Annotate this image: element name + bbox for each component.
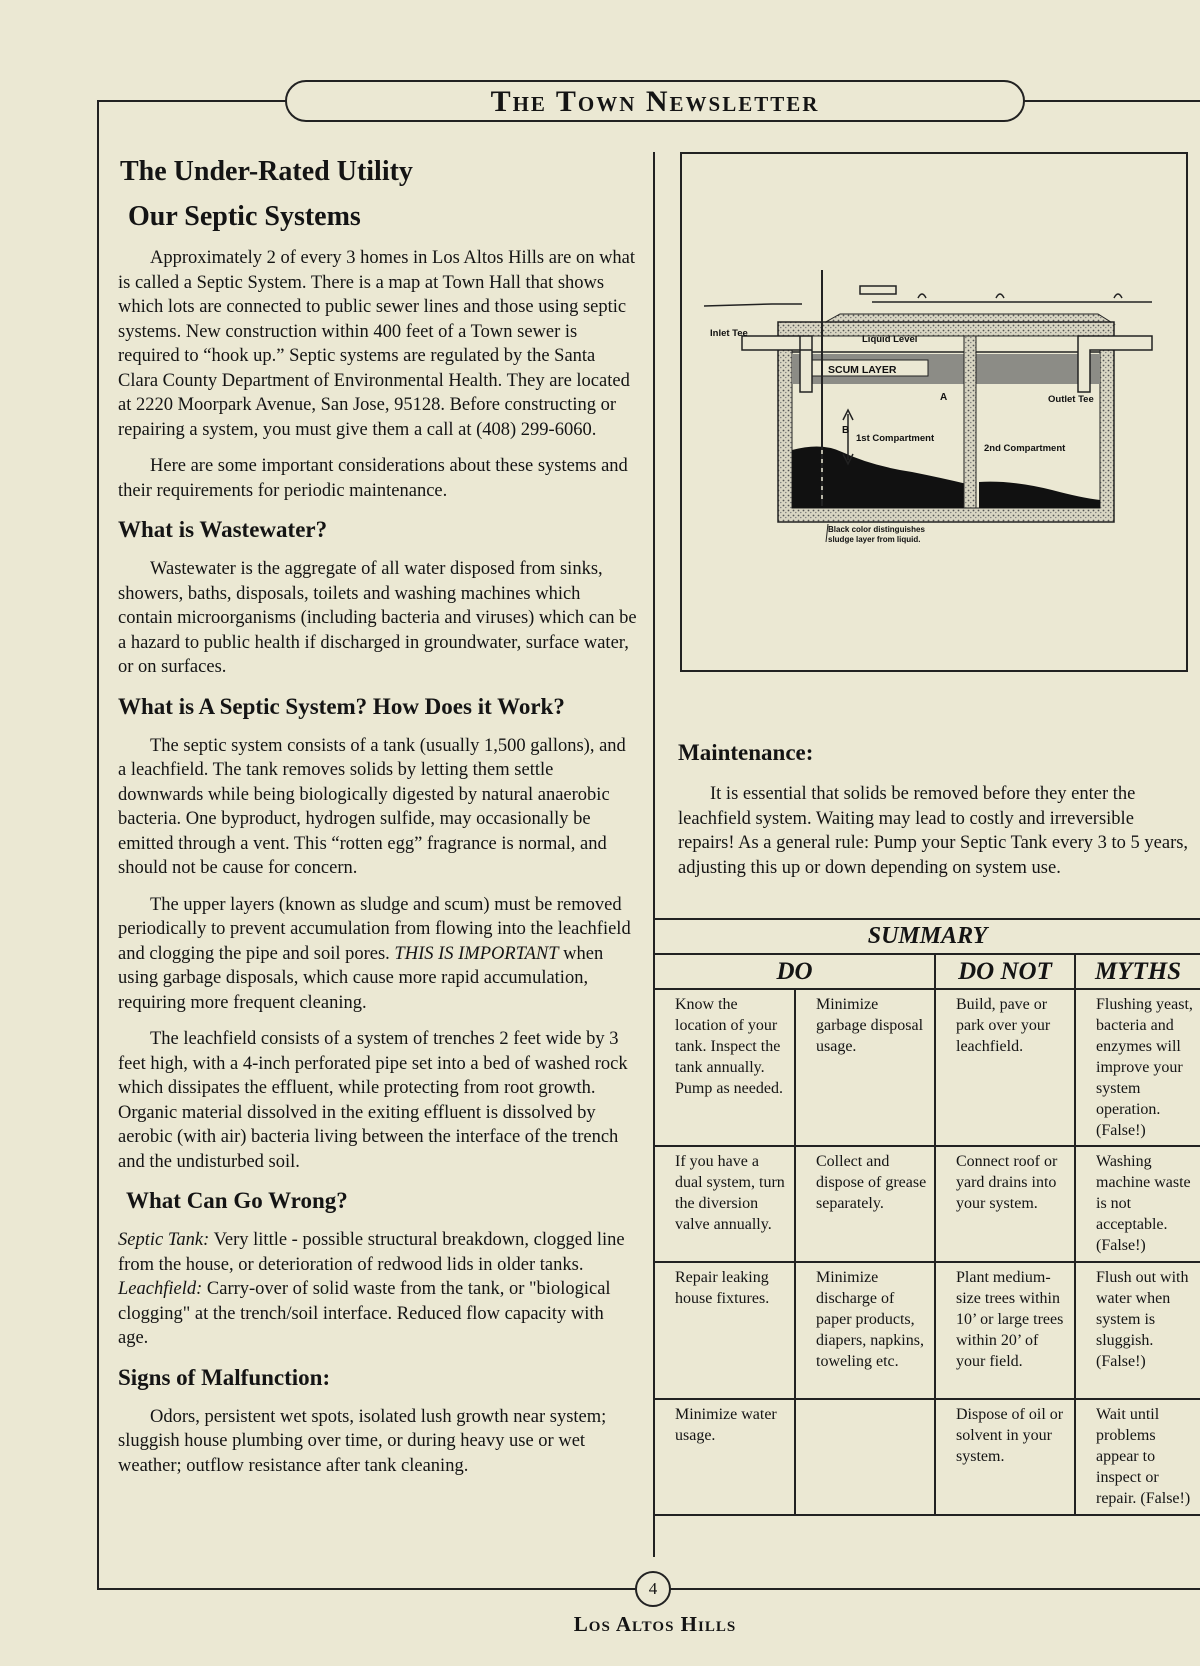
wrong-paragraph: Septic Tank: Very little - possible structural breakdown, clogged line from the house, or deterioration of redwood lids in older tanks. Leachfield: Carry-over of solid waste from the tank, or "biological clogging" at the trench/soil interface. Reduced flow capacity with age. <box>118 1230 625 1348</box>
table-cell: Repair leaking house fixtures. <box>655 1262 795 1399</box>
table-cell: If you have a dual system, turn the diversion valve annually. <box>655 1146 795 1262</box>
table-cell: Washing machine waste is not acceptable. (False!) <box>1075 1146 1200 1262</box>
diagram-caption-line-1: Black color distinguishes <box>828 525 925 534</box>
article-title: The Under-Rated Utility <box>120 156 413 187</box>
article-subtitle: Our Septic Systems <box>128 201 361 232</box>
table-cell: Minimize garbage disposal usage. <box>795 989 935 1146</box>
header-do: DO <box>655 954 935 989</box>
footer-town-name: Los Altos Hills <box>573 1612 737 1636</box>
label-2nd-compartment: 2nd Compartment <box>984 443 1066 454</box>
label-a: A <box>940 392 948 403</box>
header-myths: MYTHS <box>1075 954 1200 989</box>
wastewater-paragraph: Wastewater is the aggregate of all water disposed from sinks, showers, baths, disposals, toilets and washing machines which contain microorganisms (including bacteria and viruses) which can be a hazard to public health if discharged in groundwater, surface water, or on surfaces. <box>118 559 637 677</box>
how-paragraph-2: The upper layers (known as sludge and scum) must be removed periodically to prevent accumulation from flowing into the leachfield and clogging the pipe and soil pores. THIS IS IMPORTANT when using garbage disposals, which cause more rapid accumulation, requiring more frequent cleaning. <box>118 894 631 1013</box>
summary-table <box>655 918 1200 1516</box>
table-cell: Dispose of oil or solvent in your system. <box>935 1399 1075 1515</box>
how-paragraph-3: The leachfield consists of a system of trenches 2 feet wide by 3 feet high, with a 4-inch perforated pipe set into a bed of washed rock which dissipates the effluent, while protecting from root growth. Organic material dissolved in the exiting effluent is dissolved by aerobic (with air) bacteria living between the interface of the trench and the undisturbed soil. <box>118 1029 628 1172</box>
label-liquid-level: Liquid Level <box>862 334 918 345</box>
heading-signs-of-malfunction: Signs of Malfunction: <box>118 1364 331 1390</box>
label-inlet-tee: Inlet Tee <box>710 328 748 339</box>
label-scum-layer: SCUM LAYER <box>828 364 897 376</box>
signs-paragraph: Odors, persistent wet spots, isolated lush growth near system; sluggish house plumbing over time, or during heavy use or wet weather; outflow resistance after tank cleaning. <box>118 1406 607 1476</box>
table-row <box>655 989 1200 1146</box>
table-cell: Flushing yeast, bacteria and enzymes will improve your system operation. (False!) <box>1075 989 1200 1146</box>
maintenance-paragraph: It is essential that solids be removed before they enter the leachfield system. Waiting may lead to costly and irreversible repairs! As a general rule: Pump your Septic Tank every 3 to 5 years, adjusting this up or down depending on system use. <box>678 784 1189 878</box>
header-rule-right <box>1023 100 1200 102</box>
page-number: 4 <box>635 1571 671 1607</box>
ground-line <box>704 302 1152 306</box>
label-outlet-tee: Outlet Tee <box>1048 394 1094 405</box>
header-rule-left <box>97 100 287 102</box>
table-cell: Flush out with water when system is sluggish. (False!) <box>1075 1262 1200 1399</box>
heading-what-can-go-wrong: What Can Go Wrong? <box>126 1188 348 1213</box>
table-row <box>655 1399 1200 1515</box>
how-paragraph-1: The septic system consists of a tank (usually 1,500 gallons), and a leachfield. The tank removes solids by letting them settle downwards while being biologically digested by natural anaerobic bacteria. One byproduct, hydrogen sulfide, may occasionally be emitted through a vent. This “rotten egg” fragrance is normal, and should not be cause for concern. <box>118 735 626 878</box>
diagram-caption-line-2: sludge layer from liquid. <box>828 535 921 544</box>
table-cell: Plant medium-size trees within 10’ or large trees within 20’ of your field. <box>935 1262 1075 1399</box>
label-1st-compartment: 1st Compartment <box>856 433 935 444</box>
heading-maintenance: Maintenance: <box>678 740 814 765</box>
outlet-pipe <box>1078 336 1152 392</box>
table-cell: Know the location of your tank. Inspect the tank annually. Pump as needed. <box>655 989 795 1146</box>
table-cell: Connect roof or yard drains into your system. <box>935 1146 1075 1262</box>
tank-lid <box>860 286 896 294</box>
intro-paragraph-2: Here are some important considerations about these systems and their requirements for periodic maintenance. <box>118 456 628 501</box>
page-border-left <box>97 100 99 1590</box>
heading-how-it-works: What is A Septic System? How Does it Work? <box>118 693 565 719</box>
table-row <box>655 1262 1200 1399</box>
septic-tank-diagram <box>680 152 1188 672</box>
baffle-wall <box>964 336 976 508</box>
table-cell: Collect and dispose of grease separately. <box>795 1146 935 1262</box>
table-row <box>655 1146 1200 1262</box>
table-cell: Minimize discharge of paper products, diapers, napkins, toweling etc. <box>795 1262 935 1399</box>
table-cell: Wait until problems appear to inspect or repair. (False!) <box>1075 1399 1200 1515</box>
table-cell: Minimize water usage. <box>655 1399 795 1515</box>
table-cell: Build, pave or park over your leachfield. <box>935 989 1075 1146</box>
header-do-not: DO NOT <box>935 954 1075 989</box>
newsletter-title: The Town Newsletter <box>285 80 1025 122</box>
heading-wastewater: What is Wastewater? <box>118 517 328 542</box>
intro-paragraph-1: Approximately 2 of every 3 homes in Los Altos Hills are on what is called a Septic System. There is a map at Town Hall that shows which lots are connected to public sewer lines and those using septic systems. New construction within 400 feet of a Town sewer is required to “hook up.” Septic systems are regulated by the Santa Clara County Department of Environmental Health. They are located at 2220 Moorpark Avenue, San Jose, 95128. Before constructing or repairing a system, you must give them a call at (408) 299-6060. <box>118 248 636 440</box>
label-b: B <box>842 425 850 436</box>
table-cell <box>795 1399 935 1515</box>
summary-title: SUMMARY <box>655 919 1200 954</box>
